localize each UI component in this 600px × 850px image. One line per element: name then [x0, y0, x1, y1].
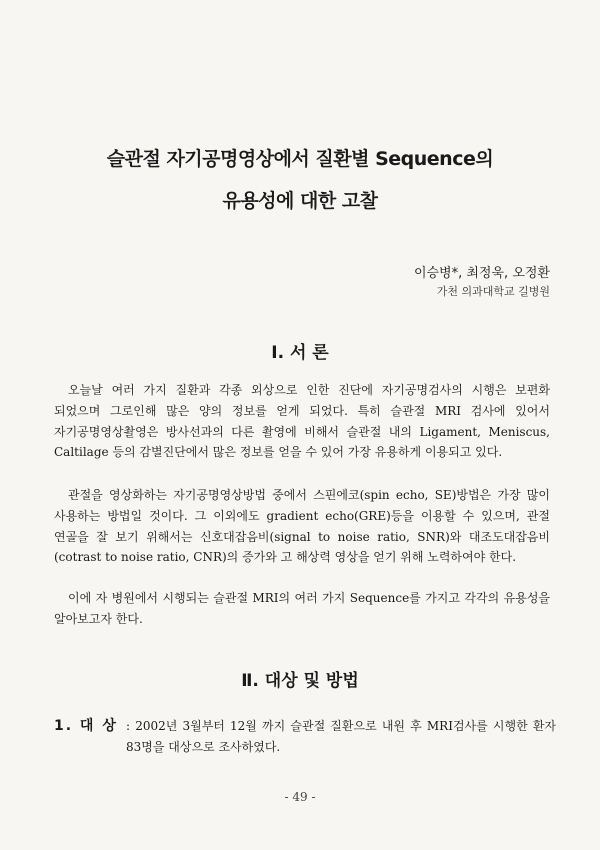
paper-title-line1: 슬관절 자기공명영상에서 질환별 Sequence의	[106, 148, 494, 170]
section-heading-methods: Ⅱ. 대상 및 방법	[241, 671, 359, 691]
intro-paragraph-1: 오늘날 여러 가지 질환과 각종 외상으로 인한 진단에 자기공명검사의 시행은 보편화 되었으며 그로인해 많은 양의 정보를 얻게 되었다. 특히 슬관절 MRI 검사에 있어서 자기공명영상촬영은 방사선과의 다른 촬영에 비해서 슬관절 내의 Ligament, Meniscus, Caltilage 등의 감별진단에서 많은 정보를 얻을 수 있어 가장 유용하게 이용되고 있다.	[54, 383, 550, 460]
page-number: - 49 -	[284, 790, 316, 804]
intro-paragraph-3: 이에 자 병원에서 시행되는 슬관절 MRI의 여러 가지 Sequence를 가지고 각각의 유용성을 알아보고자 한다.	[54, 591, 550, 626]
paper-title-line2: 유용성에 대한 고찰	[222, 190, 378, 212]
author-affiliation: 가천 의과대학교 길병원	[436, 285, 550, 298]
methods-item-text: : 2002년 3월부터 12월 까지 슬관절 질환으로 내원 후 MRI검사를 시행한 환자 83명을 대상으로 조사하였다.	[126, 719, 556, 754]
author-list: 이승병*, 최정욱, 오정환	[413, 266, 550, 281]
methods-item-label: 1. 대 상	[54, 718, 118, 734]
intro-paragraph-2: 관절을 영상화하는 자기공명영상방법 중에서 스핀에코(spin echo, SE)방법은 가장 많이 사용하는 방법일 것이다. 그 이외에도 gradient echo(GRE)등을 이용할 수 있으며, 관절 연골을 잘 보기 위해서는 신호대잡음비(signal to noise ratio, SNR)와 대조도대잡음비(cotrast to noise ratio, CNR)의 증가와 고 해상력 영상을 얻기 위해 노력하여야 한다.	[54, 488, 550, 565]
section-heading-introduction: Ⅰ. 서 론	[271, 343, 329, 363]
